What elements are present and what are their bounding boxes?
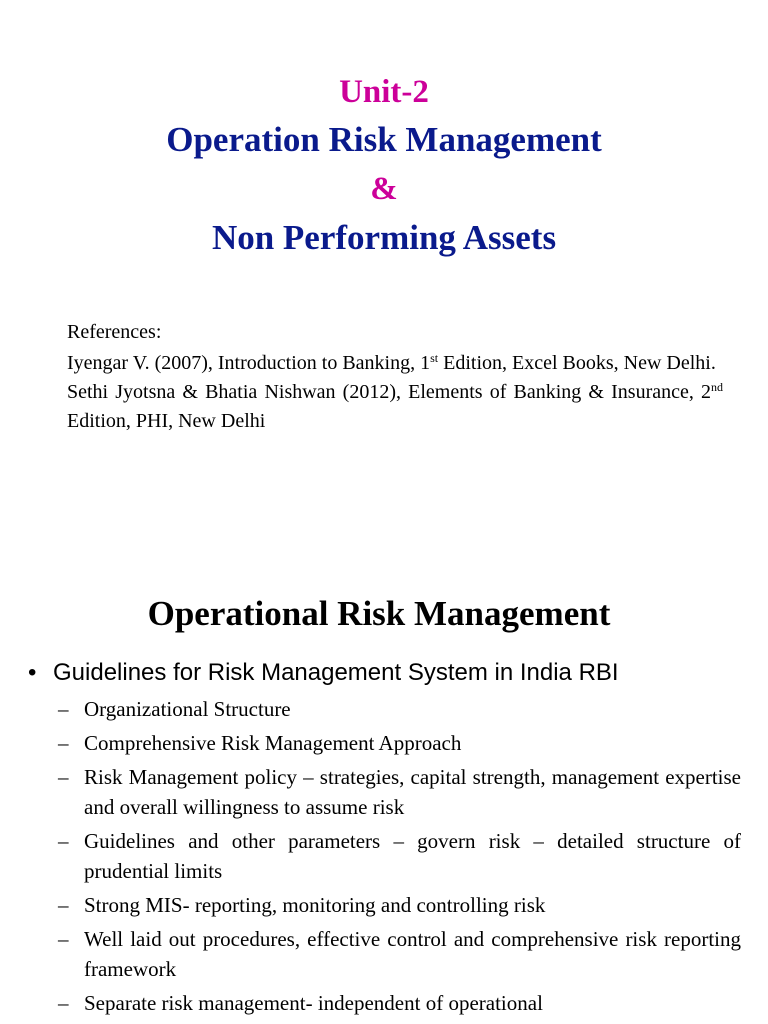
references-block <box>67 318 723 436</box>
reference-item: Iyengar V. (2007), Introduction to Banking, 1st Edition, Excel Books, New Delhi. <box>67 351 716 374</box>
bullet-text: Guidelines for Risk Management System in India RBI <box>53 659 619 686</box>
sub-bullet-item: – Guidelines and other parameters – govern risk – detailed structure of prudential limits <box>58 826 741 886</box>
slide-title-line-2: Non Performing Assets <box>211 218 557 257</box>
bullet-icon: • <box>28 659 37 686</box>
sub-bullet-item: – Well laid out procedures, effective control and comprehensive risk reporting framework <box>58 924 741 984</box>
dash-icon: – <box>58 829 69 853</box>
sub-bullet-list <box>58 694 741 1022</box>
content-slide <box>0 574 768 1024</box>
reference-item: Sethi Jyotsna & Bhatia Nishwan (2012), Elements of Banking & Insurance, 2nd Edition, PHI, New Delhi <box>67 380 723 432</box>
dash-icon: – <box>58 927 69 951</box>
dash-icon: – <box>58 991 69 1015</box>
sub-bullet-item: – Organizational Structure <box>58 694 741 724</box>
sub-bullet-item: – Comprehensive Risk Management Approach <box>58 728 741 758</box>
dash-icon: – <box>58 765 69 789</box>
dash-icon: – <box>58 893 69 917</box>
sub-bullet-item: – Risk Management policy – strategies, capital strength, management expertise and overall willingness to assume risk <box>58 762 741 822</box>
references-label: References: <box>67 321 162 343</box>
dash-icon: – <box>58 697 69 721</box>
dash-icon: – <box>58 731 69 755</box>
unit-heading: Unit-2 <box>339 74 429 110</box>
slide-title: Operational Risk Management <box>147 594 611 633</box>
title-ampersand: & <box>370 171 398 207</box>
slide-title-line-1: Operation Risk Management <box>166 120 602 159</box>
sub-bullet-item: – Separate risk management- independent of operational <box>58 988 741 1018</box>
sub-bullet-item: – Strong MIS- reporting, monitoring and controlling risk <box>58 890 741 920</box>
